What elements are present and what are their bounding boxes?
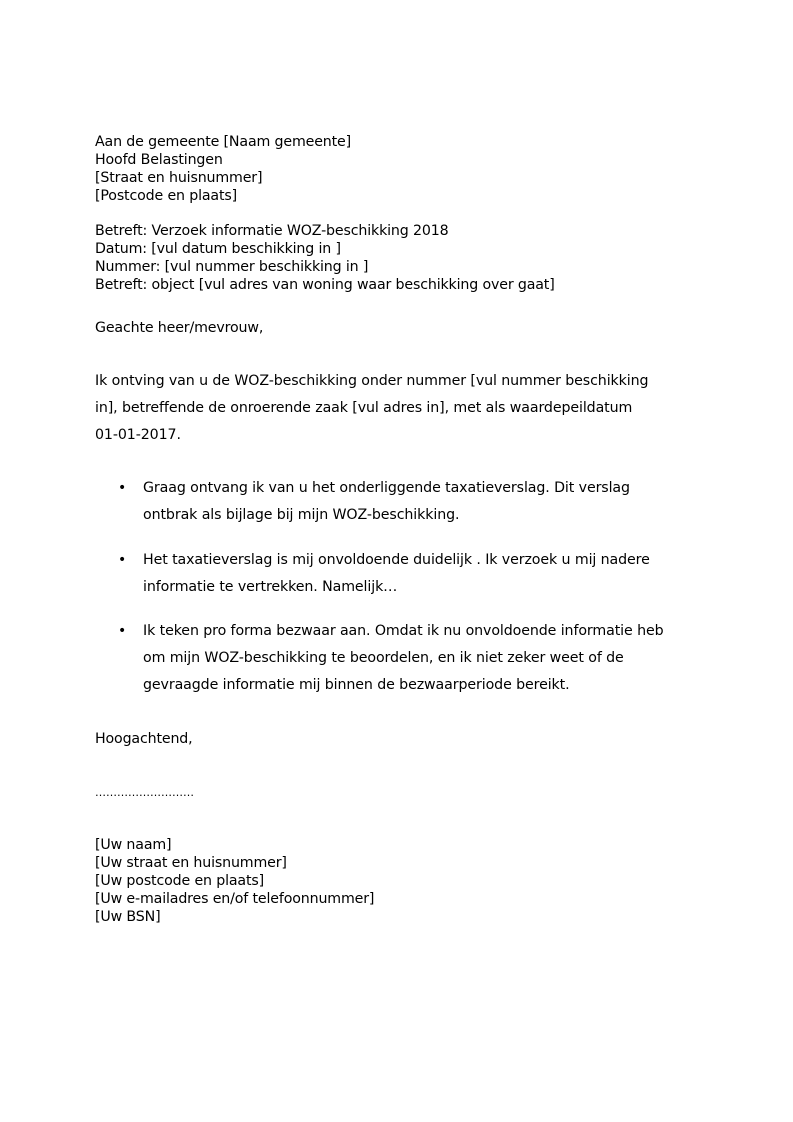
sender-line-postcode: [Uw postcode en plaats]: [95, 873, 265, 889]
subject-line-regarding: Betreft: Verzoek informatie WOZ-beschikking 2018: [95, 223, 449, 239]
recipient-line-postcode: [Postcode en plaats]: [95, 188, 237, 204]
bullet-item-text: om mijn WOZ-beschikking te beoordelen, en ik niet zeker weet of de: [143, 650, 624, 666]
sender-line-name: [Uw naam]: [95, 837, 172, 853]
subject-line-number: Nummer: [vul nummer beschikking in ]: [95, 259, 369, 275]
signature-line: ………………………: [95, 786, 194, 799]
intro-paragraph-line: Ik ontving van u de WOZ-beschikking onder nummer [vul nummer beschikking: [95, 373, 649, 389]
intro-paragraph-line: 01-01-2017.: [95, 427, 181, 443]
subject-line-date: Datum: [vul datum beschikking in ]: [95, 241, 341, 257]
bullet-item-text: Graag ontvang ik van u het onderliggende taxatieverslag. Dit verslag: [143, 480, 630, 496]
bullet-item-text: Het taxatieverslag is mij onvoldoende duidelijk . Ik verzoek u mij nadere: [143, 552, 650, 568]
recipient-line-street: [Straat en huisnummer]: [95, 170, 263, 186]
salutation: Geachte heer/mevrouw,: [95, 320, 264, 336]
sender-line-contact: [Uw e-mailadres en/of telefoonnummer]: [95, 891, 375, 907]
closing: Hoogachtend,: [95, 731, 193, 747]
bullet-icon: •: [118, 623, 127, 639]
bullet-item-text: Ik teken pro forma bezwaar aan. Omdat ik nu onvoldoende informatie heb: [143, 623, 664, 639]
subject-line-object: Betreft: object [vul adres van woning waar beschikking over gaat]: [95, 277, 555, 293]
bullet-item-text: ontbrak als bijlage bij mijn WOZ-beschikking.: [143, 507, 460, 523]
intro-paragraph-line: in], betreffende de onroerende zaak [vul adres in], met als waardepeildatum: [95, 400, 633, 416]
bullet-item-text: informatie te vertrekken. Namelijk…: [143, 579, 398, 595]
recipient-line-department: Hoofd Belastingen: [95, 152, 223, 168]
bullet-icon: •: [118, 480, 127, 496]
bullet-icon: •: [118, 552, 127, 568]
sender-line-bsn: [Uw BSN]: [95, 909, 161, 925]
sender-line-street: [Uw straat en huisnummer]: [95, 855, 287, 871]
bullet-item-text: gevraagde informatie mij binnen de bezwaarperiode bereikt.: [143, 677, 570, 693]
recipient-line-municipality: Aan de gemeente [Naam gemeente]: [95, 134, 351, 150]
